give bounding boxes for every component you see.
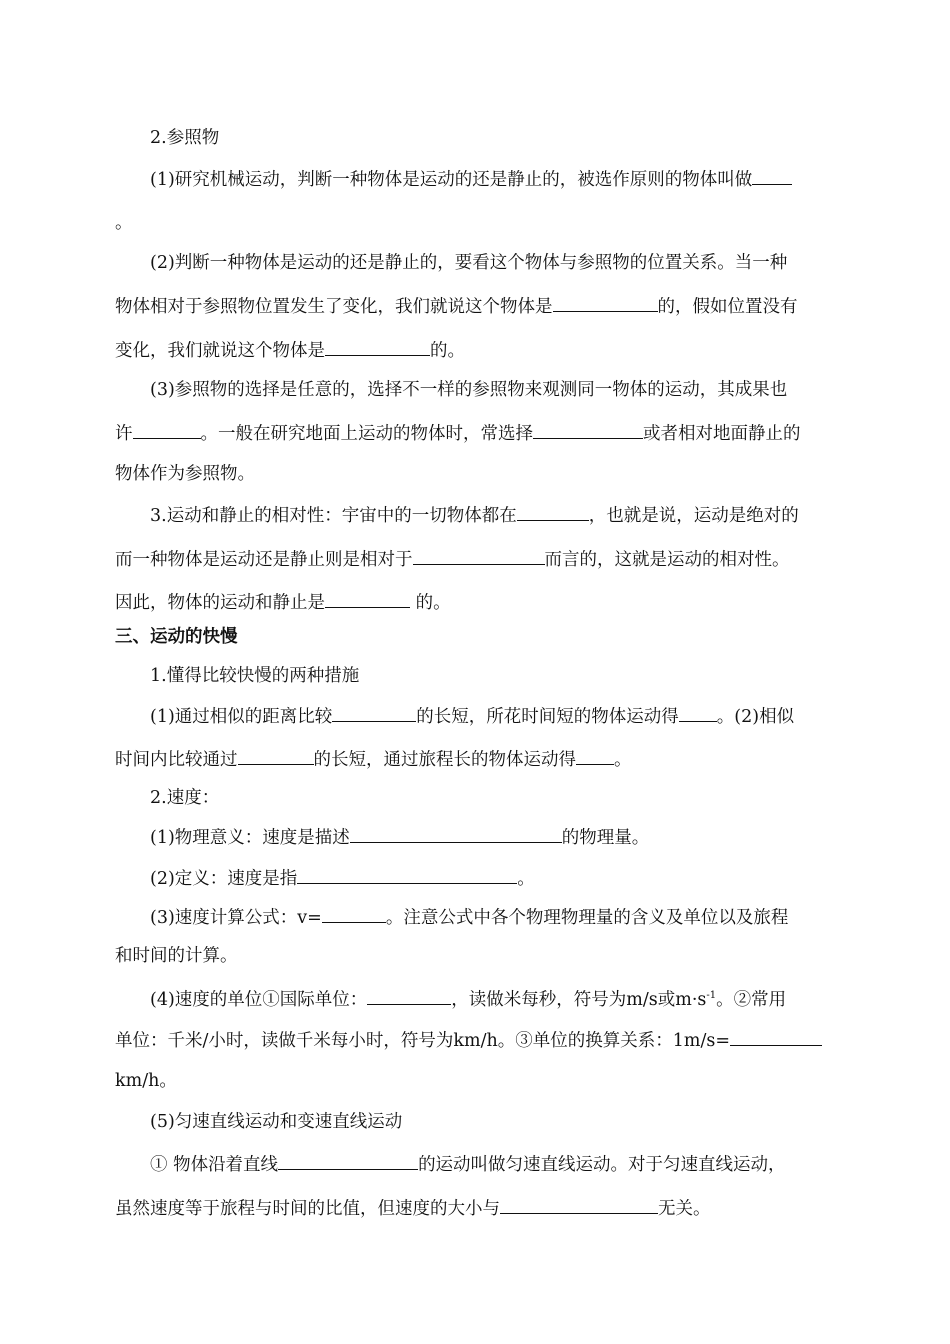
text: (4)速度的单位①国际单位： bbox=[150, 990, 368, 1010]
paragraph-line bbox=[150, 1150, 786, 1176]
paragraph-line bbox=[115, 588, 451, 614]
fill-blank[interactable] bbox=[325, 336, 430, 356]
paragraph-line bbox=[115, 419, 801, 445]
paragraph-line bbox=[115, 745, 632, 771]
paragraph-line bbox=[115, 461, 255, 487]
text: 许 bbox=[115, 424, 133, 444]
fill-blank[interactable] bbox=[752, 165, 792, 185]
text: (1)物理意义：速度是描述 bbox=[150, 828, 350, 848]
text: 的长短，所花时间短的物体运动得 bbox=[416, 707, 679, 727]
paragraph-line bbox=[115, 545, 790, 571]
text: 变化，我们就说这个物体是 bbox=[115, 341, 325, 361]
paragraph-line bbox=[150, 903, 788, 929]
text: 的。 bbox=[410, 593, 451, 613]
text: 因此，物体的运动和静止是 bbox=[115, 593, 325, 613]
text: 物体相对于参照物位置发生了变化，我们就说这个物体是 bbox=[115, 297, 553, 317]
paragraph-line: (5)匀速直线运动和变速直线运动 bbox=[150, 1112, 403, 1132]
fill-blank[interactable] bbox=[325, 588, 410, 608]
text: 。 bbox=[115, 213, 133, 233]
fill-blank[interactable] bbox=[297, 864, 517, 884]
superscript: -1 bbox=[706, 990, 717, 1002]
section-title-reference-object: 2.参照物 bbox=[150, 128, 220, 148]
fill-blank[interactable] bbox=[322, 903, 386, 923]
text: ，也就是说，运动是绝对的 bbox=[588, 506, 799, 526]
fill-blank[interactable] bbox=[367, 985, 451, 1005]
paragraph-line bbox=[150, 702, 794, 728]
paragraph-line bbox=[150, 501, 799, 527]
text: (2)定义：速度是指 bbox=[150, 869, 298, 889]
fill-blank[interactable] bbox=[517, 501, 589, 521]
paragraph-line bbox=[115, 1194, 711, 1220]
text: ，读做米每秒，符号为m/s或m·s bbox=[451, 990, 707, 1010]
section-heading-speed: 三、运动的快慢 bbox=[115, 627, 238, 647]
text: (3)参照物的选择是任意的，选择不一样的参照物来观测同一物体的运动，其成果也 bbox=[150, 380, 788, 400]
paragraph-line: 1.懂得比较快慢的两种措施 bbox=[150, 666, 360, 686]
text: ① 物体沿着直线 bbox=[150, 1155, 279, 1175]
text: 。注意公式中各个物理物理量的含义及单位以及旅程 bbox=[385, 908, 789, 928]
text: (3)速度计算公式：v= bbox=[150, 908, 322, 928]
fill-blank[interactable] bbox=[278, 1150, 418, 1170]
fill-blank[interactable] bbox=[238, 745, 314, 765]
paragraph-line bbox=[115, 1026, 822, 1052]
fill-blank[interactable] bbox=[576, 745, 614, 765]
paragraph-line bbox=[115, 210, 133, 236]
text: km/h。 bbox=[115, 1071, 177, 1091]
text: (2)判断一种物体是运动的还是静止的，要看这个物体与参照物的位置关系。当一种 bbox=[150, 253, 788, 273]
text: 物体作为参照物。 bbox=[115, 464, 255, 484]
text: 。②常用 bbox=[716, 990, 787, 1010]
text: 时间内比较通过 bbox=[115, 750, 238, 770]
paragraph-line bbox=[150, 377, 787, 403]
text: 。一般在研究地面上运动的物体时，常选择 bbox=[200, 424, 533, 444]
text: 的运动叫做匀速直线运动。对于匀速直线运动， bbox=[418, 1155, 786, 1175]
text: 的，假如位置没有 bbox=[657, 297, 798, 317]
paragraph-line bbox=[150, 250, 787, 276]
text: 3.运动和静止的相对性：宇宙中的一切物体都在 bbox=[150, 506, 517, 526]
fill-blank[interactable] bbox=[500, 1194, 658, 1214]
text: 或者相对地面静止的 bbox=[643, 424, 801, 444]
text: 。 bbox=[517, 869, 535, 889]
paragraph-line bbox=[115, 943, 238, 969]
text: 和时间的计算。 bbox=[115, 946, 238, 966]
text: (1)通过相似的距离比较 bbox=[150, 707, 333, 727]
text: 的物理量。 bbox=[561, 828, 650, 848]
fill-blank[interactable] bbox=[413, 545, 545, 565]
paragraph-line bbox=[115, 292, 798, 318]
text: 的长短，通过旅程长的物体运动得 bbox=[313, 750, 576, 770]
fill-blank[interactable] bbox=[553, 292, 658, 312]
text: 而言的，这就是运动的相对性。 bbox=[544, 550, 790, 570]
fill-blank[interactable] bbox=[730, 1026, 822, 1046]
text: (1)研究机械运动，判断一种物体是运动的还是静止的，被选作原则的物体叫做 bbox=[150, 170, 753, 190]
fill-blank[interactable] bbox=[679, 702, 717, 722]
paragraph-line bbox=[115, 1068, 177, 1094]
text: 无关。 bbox=[658, 1199, 711, 1219]
paragraph-line bbox=[150, 823, 649, 849]
fill-blank[interactable] bbox=[350, 823, 562, 843]
fill-blank[interactable] bbox=[133, 419, 201, 439]
paragraph-line bbox=[150, 864, 535, 890]
text: 。 bbox=[614, 750, 632, 770]
section-title-velocity: 2.速度： bbox=[150, 788, 220, 808]
text: 。(2)相似 bbox=[716, 707, 795, 727]
fill-blank[interactable] bbox=[533, 419, 643, 439]
paragraph-line bbox=[115, 336, 465, 362]
text: 的。 bbox=[430, 341, 465, 361]
paragraph-line bbox=[150, 165, 792, 191]
text: 虽然速度等于旅程与时间的比值，但速度的大小与 bbox=[115, 1199, 500, 1219]
fill-blank[interactable] bbox=[332, 702, 416, 722]
text: 单位：千米/小时，读做千米每小时，符号为km/h。③单位的换算关系：1m/s= bbox=[115, 1031, 731, 1051]
paragraph-line bbox=[150, 985, 786, 1011]
text: 而一种物体是运动还是静止则是相对于 bbox=[115, 550, 413, 570]
